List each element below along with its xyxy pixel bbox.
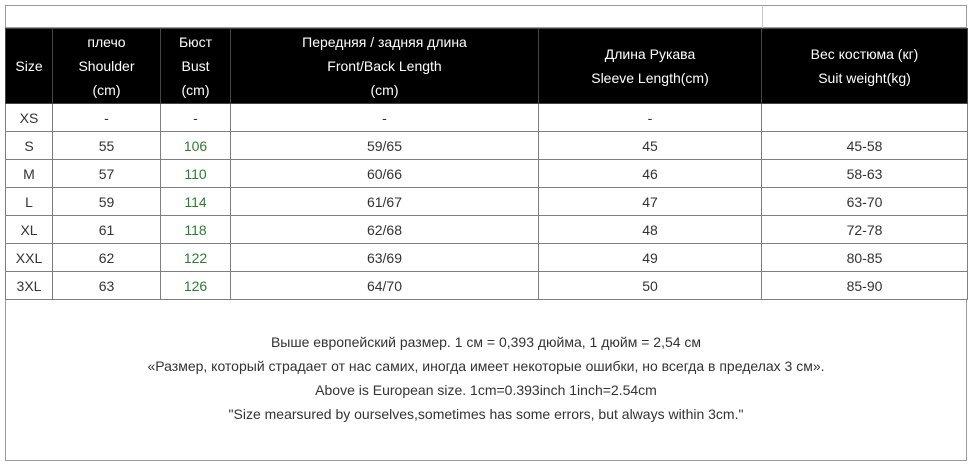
cell-bust: 118 xyxy=(161,216,231,244)
note-line: Above is European size. 1cm=0.393inch 1inch=2.54cm xyxy=(315,382,657,398)
header-row xyxy=(6,29,968,104)
table-row xyxy=(6,216,968,244)
header-line: Передняя / задняя длина xyxy=(302,34,467,50)
table-row xyxy=(6,272,968,300)
cell-weight: 63-70 xyxy=(762,188,968,216)
header-line: (cm) xyxy=(92,82,121,98)
note-line: Выше европейский размер. 1 см = 0,393 дюйма, 1 дюйм = 2,54 см xyxy=(270,334,702,350)
cell-shoulder: - xyxy=(53,104,161,132)
note-line: «Размер, который страдает от нас самих, иногда имеет некоторые ошибки, но всегда в пределах 3 см». xyxy=(147,358,825,374)
cell-size: XL xyxy=(6,216,53,244)
cell-bust: 122 xyxy=(161,244,231,272)
cell-bust: 106 xyxy=(161,132,231,160)
cell-shoulder: 61 xyxy=(53,216,161,244)
header-bust xyxy=(161,29,231,104)
header-line: Вес костюма (кг) xyxy=(810,46,919,62)
cell-sleeve: 50 xyxy=(539,272,762,300)
cell-length: 59/65 xyxy=(231,132,539,160)
header-line: Suit weight(kg) xyxy=(818,70,911,86)
cell-size: XS xyxy=(6,104,53,132)
cell-size: 3XL xyxy=(6,272,53,300)
header-line: Sleeve Length(cm) xyxy=(591,70,709,86)
cell-bust: 126 xyxy=(161,272,231,300)
cell-weight: 85-90 xyxy=(762,272,968,300)
cell-weight: 80-85 xyxy=(762,244,968,272)
table-row xyxy=(6,104,968,132)
cell-size: XXL xyxy=(6,244,53,272)
cell-size: L xyxy=(6,188,53,216)
header-line: (cm) xyxy=(370,82,399,98)
cell-length: 62/68 xyxy=(231,216,539,244)
cell-size: S xyxy=(6,132,53,160)
header-shoulder xyxy=(53,29,161,104)
cell-length: - xyxy=(231,104,539,132)
header-size xyxy=(6,29,53,104)
cell-bust: 114 xyxy=(161,188,231,216)
cell-bust: - xyxy=(161,104,231,132)
cell-shoulder: 57 xyxy=(53,160,161,188)
cell-length: 64/70 xyxy=(231,272,539,300)
size-chart-table xyxy=(5,28,968,300)
header-length xyxy=(231,29,539,104)
cell-sleeve: 48 xyxy=(539,216,762,244)
cell-shoulder: 55 xyxy=(53,132,161,160)
table-row xyxy=(6,132,968,160)
header-line: Shoulder xyxy=(78,58,135,74)
size-notes xyxy=(5,330,967,426)
header-line: Bust xyxy=(181,58,210,74)
header-sleeve xyxy=(539,29,762,104)
cell-sleeve: 45 xyxy=(539,132,762,160)
cell-weight xyxy=(762,104,968,132)
header-line: (cm) xyxy=(181,82,210,98)
cell-shoulder: 63 xyxy=(53,272,161,300)
top-strip xyxy=(5,5,967,28)
header-line: Front/Back Length xyxy=(327,58,442,74)
cell-bust: 110 xyxy=(161,160,231,188)
table-row xyxy=(6,244,968,272)
cell-sleeve: - xyxy=(539,104,762,132)
cell-sleeve: 49 xyxy=(539,244,762,272)
header-line: плечо xyxy=(87,34,126,50)
cell-weight: 45-58 xyxy=(762,132,968,160)
cell-weight: 58-63 xyxy=(762,160,968,188)
cell-shoulder: 62 xyxy=(53,244,161,272)
cell-sleeve: 47 xyxy=(539,188,762,216)
cell-sleeve: 46 xyxy=(539,160,762,188)
header-line: Size xyxy=(15,58,43,74)
table-row xyxy=(6,160,968,188)
top-strip-divider xyxy=(762,5,763,28)
header-weight xyxy=(762,29,968,104)
cell-shoulder: 59 xyxy=(53,188,161,216)
cell-size: M xyxy=(6,160,53,188)
cell-weight: 72-78 xyxy=(762,216,968,244)
cell-length: 61/67 xyxy=(231,188,539,216)
header-line: Длина Рукава xyxy=(604,46,696,62)
header-line: Бюст xyxy=(178,34,213,50)
cell-length: 63/69 xyxy=(231,244,539,272)
table-row xyxy=(6,188,968,216)
note-line: "Size mearsured by ourselves,sometimes has some errors, but always within 3cm." xyxy=(228,406,744,422)
cell-length: 60/66 xyxy=(231,160,539,188)
